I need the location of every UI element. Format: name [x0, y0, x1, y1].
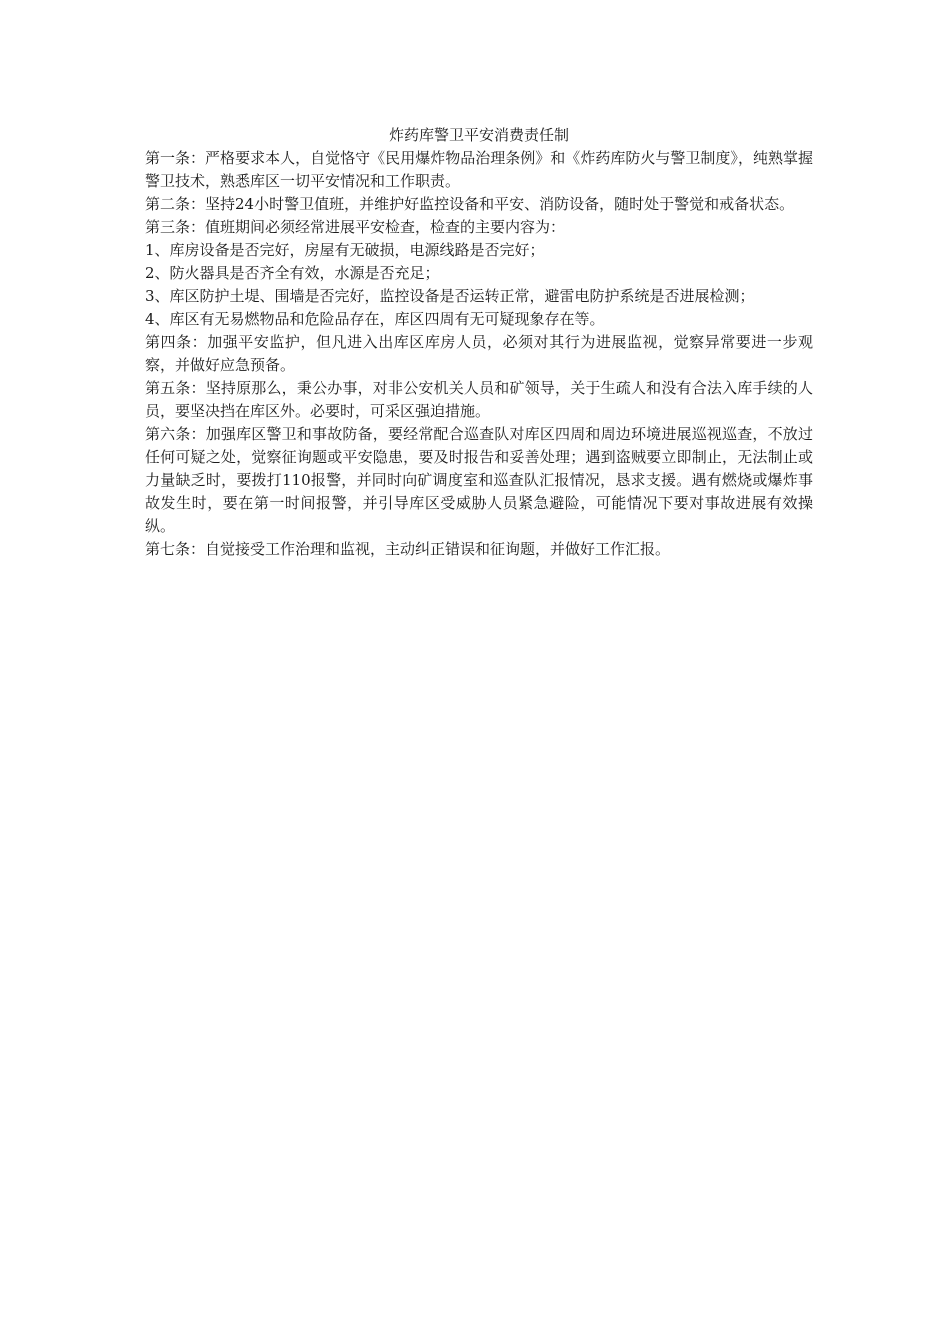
- article-3: 第三条：值班期间必须经常进展平安检查，检查的主要内容为：: [145, 218, 566, 236]
- article-1: 第一条：严格要求本人，自觉恪守《民用爆炸物品治理条例》和《炸药库防火与警卫制度》，纯熟掌握警卫技术，熟悉库区一切平安情况和工作职责。: [145, 149, 813, 190]
- check-item-2: 2、防火器具是否齐全有效，水源是否充足；: [145, 264, 440, 282]
- article-6: 第六条：加强库区警卫和事故防备，要经常配合巡查队对库区四周和周边环境进展巡视巡查，不放过任何可疑之处，觉察征询题或平安隐患，要及时报告和妥善处理；遇到盗贼要立即制止，无法制止或力量缺乏时，要拨打110报警，并同时向矿调度室和巡查队汇报情况，恳求支援。遇有燃烧或爆炸事故发生时，要在第一时间报警，并引导库区受威胁人员紧急避险，可能情况下要对事故进展有效操纵。: [145, 425, 813, 535]
- document-page: [145, 124, 813, 561]
- check-item-3: 3、库区防护土堤、围墙是否完好，监控设备是否运转正常，避雷电防护系统是否进展检测；: [145, 287, 755, 305]
- check-item-1: 1、库房设备是否完好，房屋有无破损，电源线路是否完好；: [145, 241, 545, 259]
- check-item-4: 4、库区有无易燃物品和危险品存在，库区四周有无可疑现象存在等。: [145, 310, 605, 328]
- article-4: 第四条：加强平安监护，但凡进入出库区库房人员，必须对其行为进展监视，觉察异常要进一步观察，并做好应急预备。: [145, 333, 813, 374]
- article-2: 第二条：坚持24小时警卫值班，并维护好监控设备和平安、消防设备，随时处于警觉和戒备状态。: [145, 195, 795, 213]
- document-title: 炸药库警卫平安消费责任制: [388, 126, 569, 144]
- article-5: 第五条：坚持原那么，秉公办事，对非公安机关人员和矿领导，关于生疏人和没有合法入库手续的人员，要坚决挡在库区外。必要时，可采区强迫措施。: [145, 379, 813, 420]
- article-7: 第七条：自觉接受工作治理和监视，主动纠正错误和征询题，并做好工作汇报。: [145, 540, 671, 558]
